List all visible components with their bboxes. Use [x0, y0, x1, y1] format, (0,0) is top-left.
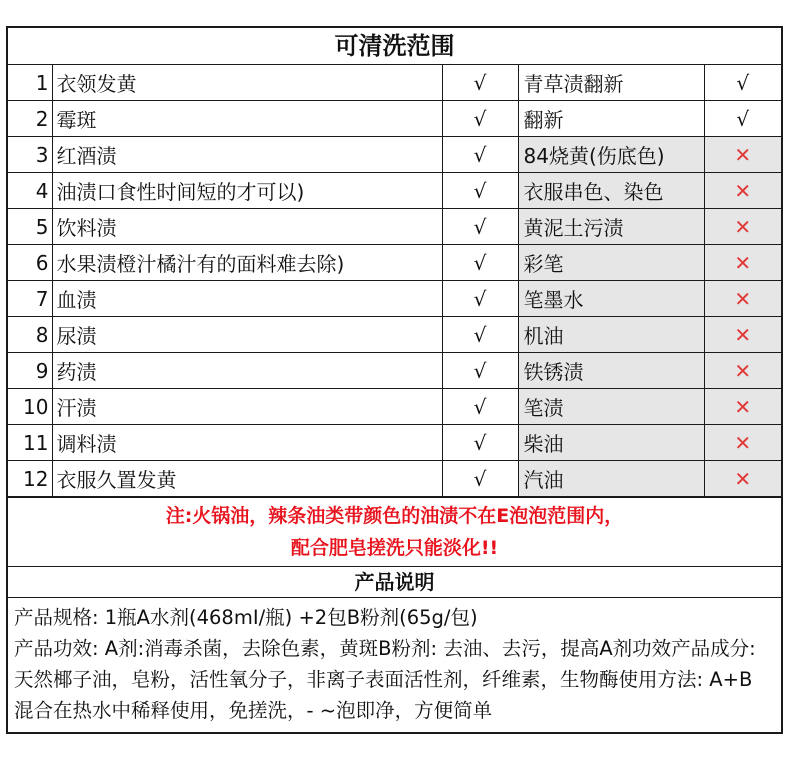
cleanable-item: 水果渍橙汁橘汁有的面料难去除): [52, 245, 442, 281]
cleanable-item: 衣领发黄: [52, 65, 442, 101]
check-mark-icon: √: [442, 245, 518, 281]
scope-item: 汽油: [518, 461, 704, 497]
scope-item: 笔渍: [518, 389, 704, 425]
scope-item: 衣服串色、染色: [518, 173, 704, 209]
row-number: 9: [8, 353, 52, 389]
table-row: [8, 209, 781, 245]
cross-mark-icon: ✕: [704, 425, 781, 461]
check-mark-icon: √: [442, 425, 518, 461]
scope-item: 黄泥土污渍: [518, 209, 704, 245]
cross-mark-icon: ✕: [704, 245, 781, 281]
cleanable-item: 汗渍: [52, 389, 442, 425]
cleanable-item: 饮料渍: [52, 209, 442, 245]
table-row: [8, 137, 781, 173]
cross-mark-icon: ✕: [704, 137, 781, 173]
scope-item: 机油: [518, 317, 704, 353]
cleanable-item: 红酒渍: [52, 137, 442, 173]
row-number: 6: [8, 245, 52, 281]
table-row: [8, 173, 781, 209]
scope-item: 彩笔: [518, 245, 704, 281]
cleanable-item: 衣服久置发黄: [52, 461, 442, 497]
product-spec: 产品规格: 1瓶A水剂(468mI/瓶) +2包B粉剂(65g/包): [14, 606, 478, 629]
scope-item: 翻新: [518, 101, 704, 137]
table-row: [8, 101, 781, 137]
table-row: [8, 281, 781, 317]
check-mark-icon: √: [442, 209, 518, 245]
cleaning-scope-sheet: [6, 26, 783, 734]
product-description: [8, 598, 781, 732]
cross-mark-icon: ✕: [704, 461, 781, 497]
check-mark-icon: √: [442, 317, 518, 353]
check-mark-icon: √: [442, 65, 518, 101]
scope-item: 青草渍翻新: [518, 65, 704, 101]
row-number: 10: [8, 389, 52, 425]
table-row: [8, 389, 781, 425]
cross-mark-icon: ✕: [704, 317, 781, 353]
check-mark-icon: √: [704, 101, 781, 137]
table-row: [8, 353, 781, 389]
row-number: 7: [8, 281, 52, 317]
cleanable-item: 霉斑: [52, 101, 442, 137]
row-number: 1: [8, 65, 52, 101]
row-number: 3: [8, 137, 52, 173]
row-number: 11: [8, 425, 52, 461]
cleanable-item: 尿渍: [52, 317, 442, 353]
table-row: [8, 461, 781, 497]
cross-mark-icon: ✕: [704, 209, 781, 245]
product-description-heading: 产品说明: [8, 566, 781, 598]
check-mark-icon: √: [442, 353, 518, 389]
cross-mark-icon: ✕: [704, 353, 781, 389]
table-row: [8, 65, 781, 101]
table-row: [8, 245, 781, 281]
scope-item: 铁锈渍: [518, 353, 704, 389]
row-number: 5: [8, 209, 52, 245]
row-number: 4: [8, 173, 52, 209]
row-number: 8: [8, 317, 52, 353]
row-number: 2: [8, 101, 52, 137]
check-mark-icon: √: [442, 389, 518, 425]
warning-note: [8, 497, 781, 566]
cross-mark-icon: ✕: [704, 173, 781, 209]
cleanable-item: 调料渍: [52, 425, 442, 461]
check-mark-icon: √: [442, 281, 518, 317]
product-effect: 产品功效: A剂:消毒杀菌，去除色素，黄斑B粉剂: 去油、去污，提高A剂功效产品成分:天然椰子油，皂粉，活性氧分子，非离子表面活性剂，纤维素，生物酶使用方法: A+B 混合在热水中稀释使用，免搓洗，- ~泡即净，方便简单: [14, 637, 756, 722]
cleanable-item: 油渍口食性时间短的才可以): [52, 173, 442, 209]
sheet-title: 可清洗范围: [8, 28, 781, 65]
cleanable-item: 血渍: [52, 281, 442, 317]
cross-mark-icon: ✕: [704, 389, 781, 425]
check-mark-icon: √: [442, 461, 518, 497]
cross-mark-icon: ✕: [704, 281, 781, 317]
warning-line-1: 注:火锅油，辣条油类带颜色的油渍不在E泡泡范围内，: [165, 505, 624, 527]
scope-item: 柴油: [518, 425, 704, 461]
scope-item: 笔墨水: [518, 281, 704, 317]
check-mark-icon: √: [704, 65, 781, 101]
scope-item: 84烧黄(伤底色): [518, 137, 704, 173]
check-mark-icon: √: [442, 101, 518, 137]
row-number: 12: [8, 461, 52, 497]
scope-table-body: [8, 65, 781, 497]
check-mark-icon: √: [442, 173, 518, 209]
check-mark-icon: √: [442, 137, 518, 173]
table-row: [8, 425, 781, 461]
cleanable-item: 药渍: [52, 353, 442, 389]
table-row: [8, 317, 781, 353]
scope-table: [8, 65, 781, 497]
warning-line-2: 配合肥皂搓洗只能淡化!!: [290, 537, 499, 559]
